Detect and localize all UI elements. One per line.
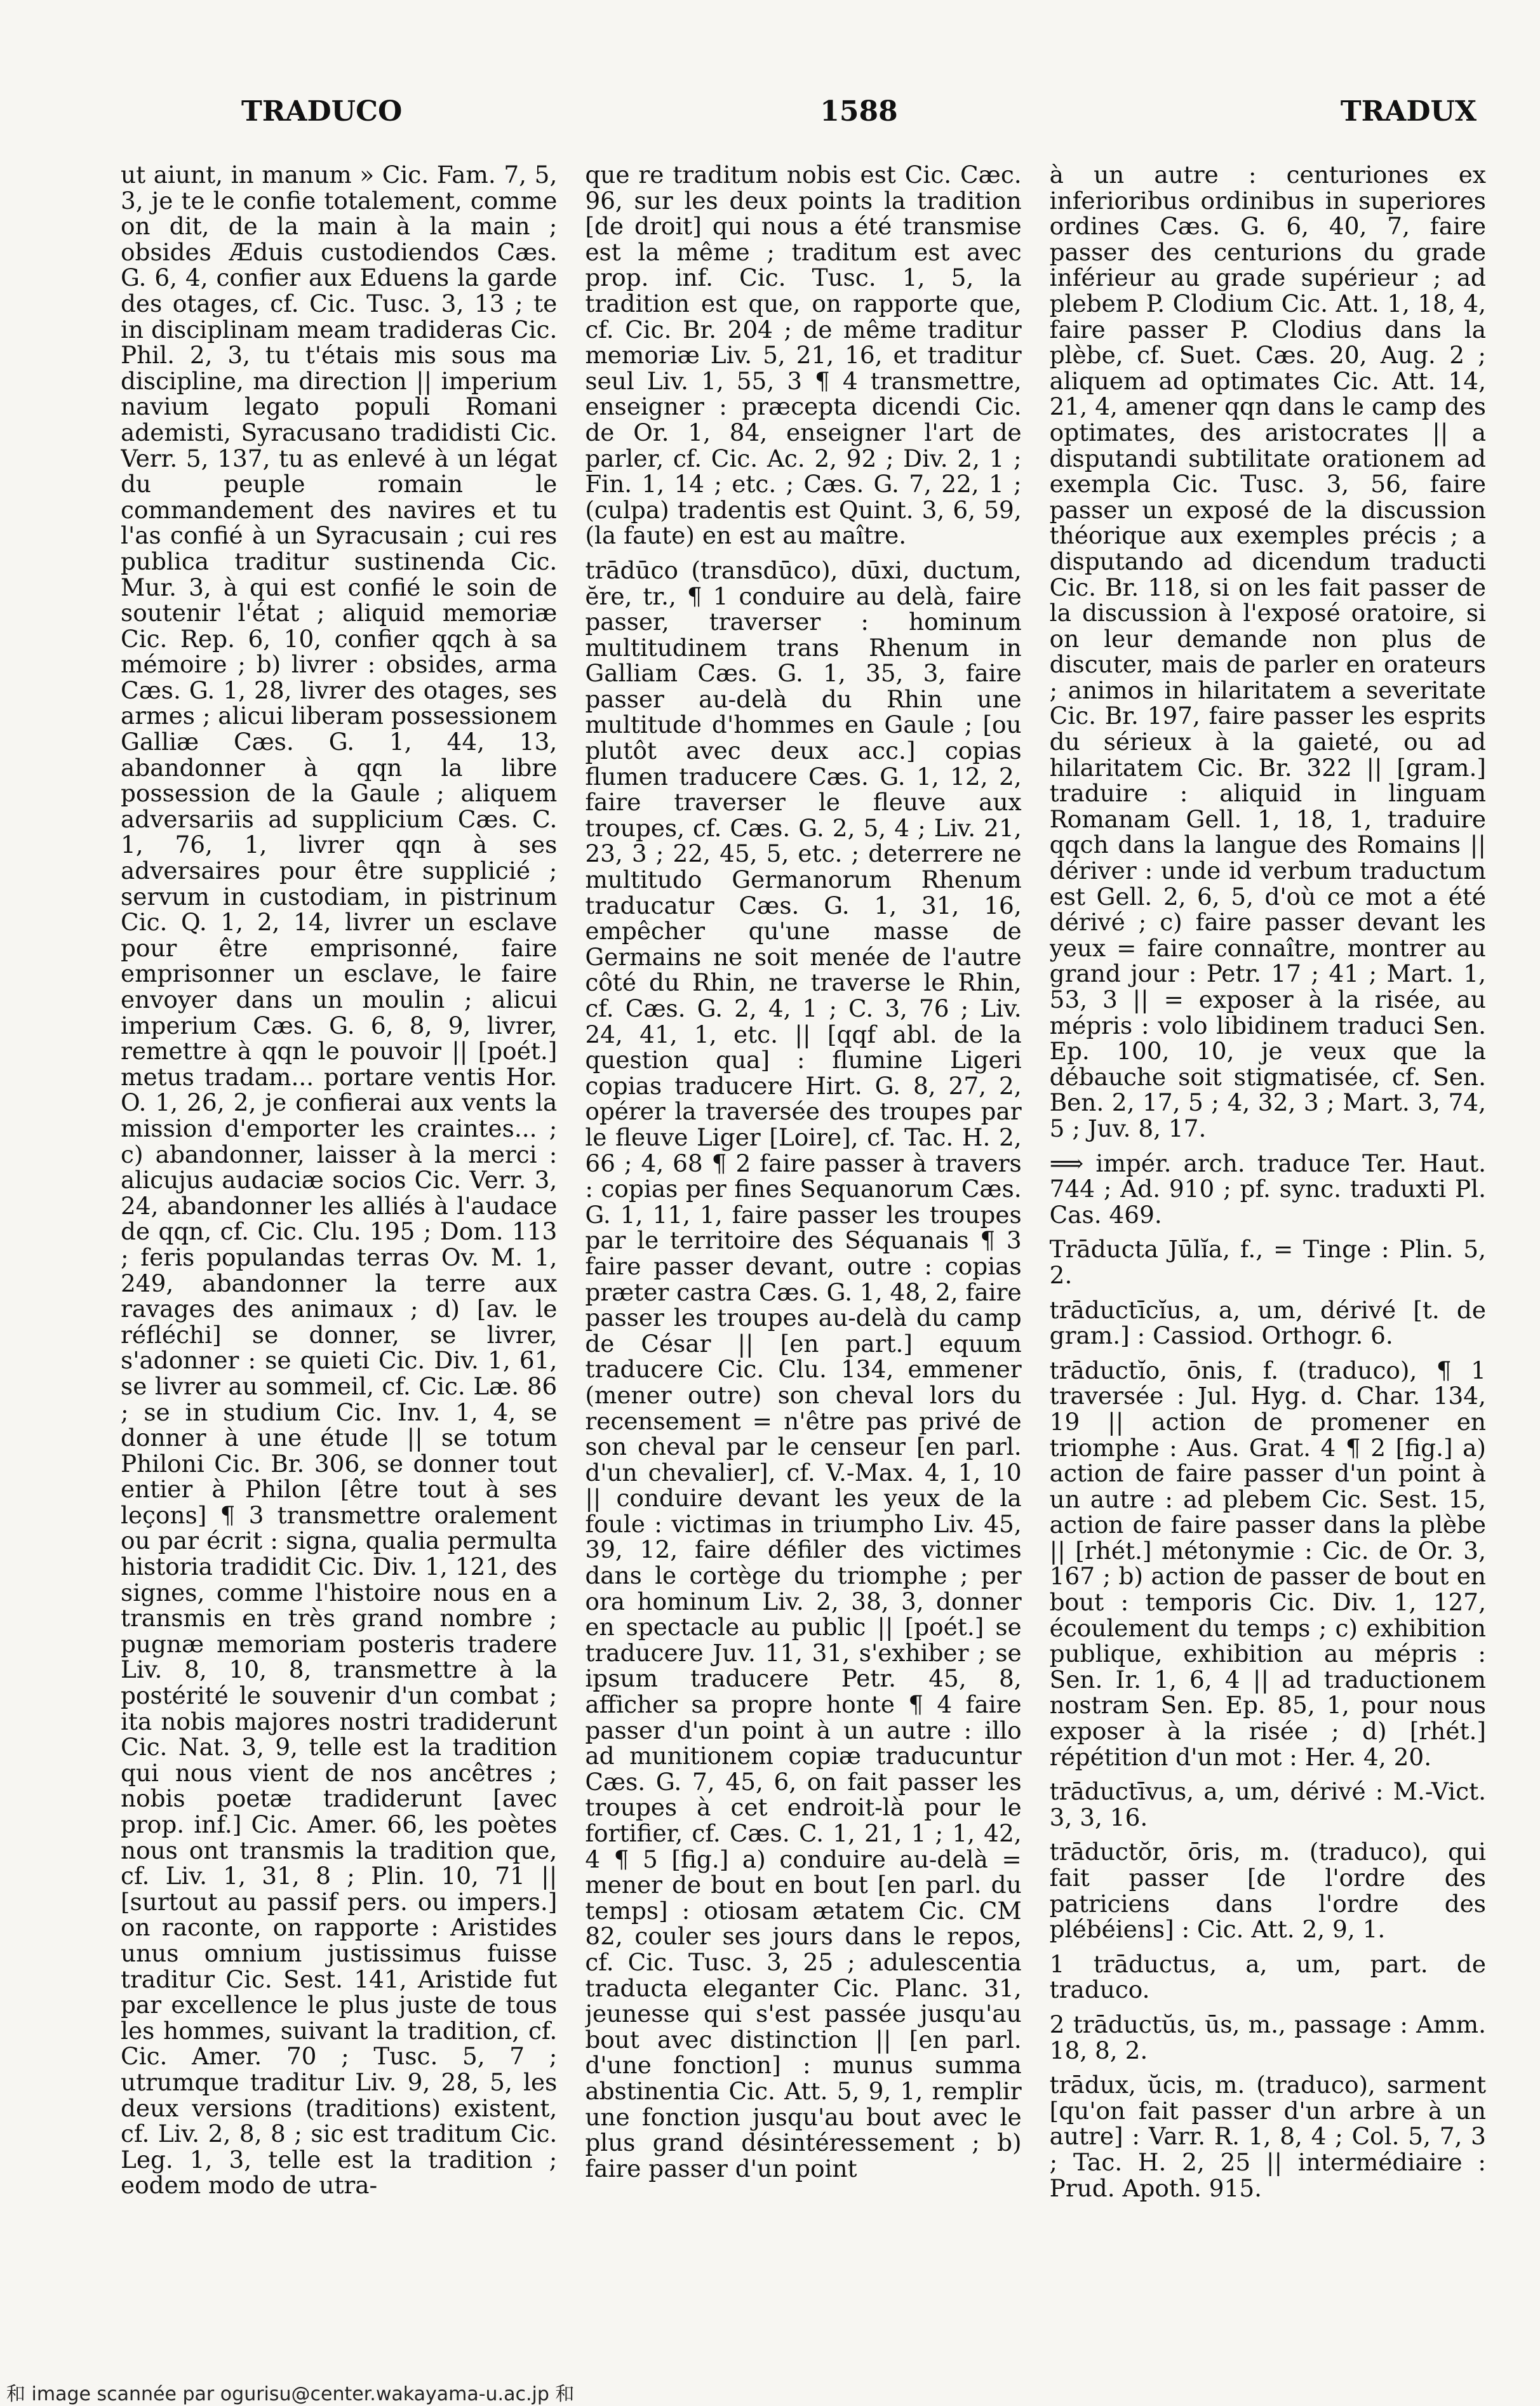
text-columns [121, 162, 1486, 2340]
column-2 [585, 162, 1021, 2340]
dictionary-entry: que re traditum nobis est Cic. Cæc. 96, sur les deux points la tradition [de droit] qui nous a été transmise est la même ; traditum est avec prop. inf. Cic. Tusc. 1, 5, la tradition est que, on rapporte que, cf. Cic. Br. 204 ; de même traditur memoriæ Liv. 5, 21, 16, et traditur seul Liv. 1, 55, 3 ¶ 4 transmettre, enseigner : præcepta dicendi Cic. de Or. 1, 84, enseigner l'art de parler, cf. Cic. Ac. 2, 92 ; Div. 2, 1 ; Fin. 1, 14 ; etc. ; Cæs. G. 7, 22, 1 ; (culpa) tradentis est Quint. 3, 6, 59, (la faute) en est au maître. [585, 162, 1022, 550]
dictionary-entry: trāductīvus, a, um, dérivé : M.-Vict. 3, 3, 16. [1049, 1777, 1486, 1831]
page-number: 1588 [820, 95, 898, 128]
dictionary-entry: trādūco (transdūco), dūxi, ductum, ĕre, tr., ¶ 1 conduire au delà, faire passer, traverser : hominum multitudinem trans Rhenum in Galliam Cæs. G. 1, 35, 3, faire passer au-delà du Rhin une multitude d'hommes en Gaule ; [ou plutôt avec deux acc.] copias flumen traducere Cæs. G. 1, 12, 2, faire traverser le fleuve aux troupes, cf. Cæs. G. 2, 5, 4 ; Liv. 21, 23, 3 ; 22, 45, 5, etc. ; deterrere ne multitudo Germanorum Rhenum traducatur Cæs. G. 1, 31, 16, empêcher qu'une masse de Germains ne soit menée de l'autre côté du Rhin, ne traverse le Rhin, cf. Cæs. G. 2, 4, 1 ; C. 3, 76 ; Liv. 24, 41, 1, etc. || [qqf abl. de la question qua] : flumine Ligeri copias traducere Hirt. G. 8, 27, 2, opérer la traversée des troupes par le fleuve Liger [Loire], cf. Tac. H. 2, 66 ; 4, 68 ¶ 2 faire passer à travers : copias per fines Sequanorum Cæs. G. 1, 11, 1, faire passer les troupes par le territoire des Séquanais ¶ 3 faire passer devant, outre : copias præter castra Cæs. G. 1, 48, 2, faire passer les troupes au-delà du camp de César || [en part.] equum traducere Cic. Clu. 134, emmener (mener outre) son cheval lors du recensement = n'être pas privé de son cheval par le censeur [en parl. d'un chevalier], cf. V.-Max. 4, 1, 10 || conduire devant les yeux de la foule : victimas in triumpho Liv. 45, 39, 12, faire défiler des victimes dans le cortège du triomphe ; per ora hominum Liv. 2, 38, 3, donner en spectacle au public || [poét.] se traducere Juv. 11, 31, s'exhiber ; se ipsum traducere Petr. 45, 8, afficher sa propre honte ¶ 4 faire passer d'un point à un autre : illo ad munitionem copiæ traducuntur Cæs. G. 7, 45, 6, on fait passer les troupes à cet endroit-là pour le fortifier, cf. Cæs. C. 1, 21, 1 ; 1, 42, 4 ¶ 5 [fig.] a) conduire au-delà = mener de bout en bout [en parl. du temps] : otiosam ætatem Cic. CM 82, couler ses jours dans le repos, cf. Cic. Tusc. 3, 25 ; adulescentia traducta eleganter Cic. Planc. 31, jeunesse qui s'est passée jusqu'au bout avec distinction || [en parl. d'une fonction] : munus summa abstinentia Cic. Att. 5, 9, 1, remplir une fonction jusqu'au bout avec le plus grand désintéressement ; b) faire passer d'un point [585, 556, 1022, 2182]
dictionary-entry: à un autre : centuriones ex inferioribus ordinibus in superiores ordines Cæs. G. 6, 40, 7, faire passer des centurions du grade inférieur au grade supérieur ; ad plebem P. Clodium Cic. Att. 1, 18, 4, faire passer P. Clodius dans la plèbe, cf. Suet. Cæs. 20, Aug. 2 ; aliquem ad optimates Cic. Att. 14, 21, 4, amener qqn dans le camp des optimates, des aristocrates || a disputandi subtilitate orationem ad exempla Cic. Tusc. 3, 56, faire passer un exposé de la discussion théorique aux exemples précis ; a disputando ad dicendum traducti Cic. Br. 118, si on les fait passer de la discussion à l'exposé oratoire, si on leur demande non plus de discuter, mais de parler en orateurs ; animos in hilaritatem a severitate Cic. Br. 197, faire passer les esprits du sérieux à la gaieté, ou ad hilaritatem Cic. Br. 322 || [gram.] traduire : aliquid in linguam Romanam Gell. 1, 18, 1, traduire qqch dans la langue des Romains || dériver : unde id verbum traductum est Gell. 2, 6, 5, d'où ce mot a été dérivé ; c) faire passer devant les yeux = faire connaître, montrer au grand jour : Petr. 17 ; 41 ; Mart. 1, 53, 3 || = exposer à la risée, au mépris : volo libidinem traduci Sen. Ep. 100, 10, je veux que la débauche soit stigmatisée, cf. Sen. Ben. 2, 17, 5 ; 4, 32, 3 ; Mart. 3, 74, 5 ; Juv. 8, 17. [1049, 162, 1486, 1142]
page-header [241, 95, 1476, 140]
dictionary-entry: ⟹ impér. arch. traduce Ter. Haut. 744 ; Ad. 910 ; pf. sync. traduxti Pl. Cas. 469. [1049, 1149, 1486, 1229]
dictionary-entry: 2 trāductŭs, ūs, m., passage : Amm. 18, 8, 2. [1049, 2010, 1486, 2064]
dictionary-entry: trādux, ŭcis, m. (traduco), sarment [qu'on fait passer d'un arbre à un autre] : Varr. R. 1, 8, 4 ; Col. 5, 7, 3 ; Tac. H. 2, 25 || intermédiaire : Prud. Apoth. 915. [1049, 2071, 1486, 2202]
dictionary-entry: ut aiunt, in manum » Cic. Fam. 7, 5, 3, je te le confie totalement, comme on dit, de la main à la main ; obsides Æduis custodiendos Cæs. G. 6, 4, confier aux Eduens la garde des otages, cf. Cic. Tusc. 3, 13 ; te in disciplinam meam tradideras Cic. Phil. 2, 3, tu t'étais mis sous ma discipline, ma direction || imperium navium legato populi Romani ademisti, Syracusano tradidisti Cic. Verr. 5, 137, tu as enlevé à un légat du peuple romain le commandement des navires et tu l'as confié à un Syracusain ; cui res publica traditur sustinenda Cic. Mur. 3, à qui est confié le soin de soutenir l'état ; aliquid memoriæ Cic. Rep. 6, 10, confier qqch à sa mémoire ; b) livrer : obsides, arma Cæs. G. 1, 28, livrer des otages, ses armes ; alicui liberam possessionem Galliæ Cæs. G. 1, 44, 13, abandonner à qqn la libre possession de la Gaule ; aliquem adversariis ad supplicium Cæs. C. 1, 76, 1, livrer qqn à ses adversaires pour être supplicié ; servum in custodiam, in pistrinum Cic. Q. 1, 2, 14, livrer un esclave pour être emprisonné, faire emprisonner un esclave, le faire envoyer dans un moulin ; alicui imperium Cæs. G. 6, 8, 9, livrer, remettre à qqn le pouvoir || [poét.] metus tradam... portare ventis Hor. O. 1, 26, 2, je confierai aux vents la mission d'emporter les craintes... ; c) abandonner, laisser à la merci : alicujus audaciæ socios Cic. Verr. 3, 24, abandonner les alliés à l'audace de qqn, cf. Cic. Clu. 195 ; Dom. 113 ; feris populandas terras Ov. M. 1, 249, abandonner la terre aux ravages des animaux ; d) [av. le réfléchi] se donner, se livrer, s'adonner : se quieti Cic. Div. 1, 61, se livrer au sommeil, cf. Cic. Læ. 86 ; se in studium Cic. Inv. 1, 4, se donner à une étude || se totum Philoni Cic. Br. 306, se donner tout entier à Philon [être tout à ses leçons] ¶ 3 transmettre oralement ou par écrit : signa, qualia permulta historia tradidit Cic. Div. 1, 121, des signes, comme l'histoire nous en a transmis en très grand nombre ; pugnæ memoriam posteris tradere Liv. 8, 10, 8, transmettre à la postérité le souvenir d'un combat ; ita nobis majores nostri tradiderunt Cic. Nat. 3, 9, telle est la tradition qui nous vient de nos ancêtres ; nobis poetæ tradiderunt [avec prop. inf.] Cic. Amer. 66, les poètes nous ont transmis la tradition que, cf. Liv. 1, 31, 8 ; Plin. 10, 71 || [surtout au passif pers. ou impers.] on raconte, on rapporte : Aristides unus omnium justissimus fuisse traditur Cic. Sest. 141, Aristide fut par excellence le plus juste de tous les hommes, suivant la tradition, cf. Cic. Amer. 70 ; Tusc. 5, 7 ; utrumque traditur Liv. 9, 28, 5, les deux versions (traditions) existent, cf. Liv. 2, 8, 8 ; sic est traditum Cic. Leg. 1, 3, telle est la tradition ; eodem modo de utra- [121, 162, 558, 2200]
dictionary-entry: 1 trāductus, a, um, part. de traduco. [1049, 1949, 1486, 2004]
dictionary-entry: trāductĭo, ōnis, f. (traduco), ¶ 1 traversée : Jul. Hyg. d. Char. 134, 19 || action de promener en triomphe : Aus. Grat. 4 ¶ 2 [fig.] a) action de faire passer d'un point à un autre : ad plebem Cic. Sest. 15, action de faire passer dans la plèbe || [rhét.] métonymie : Cic. de Or. 3, 167 ; b) action de passer de bout en bout : temporis Cic. Div. 1, 127, écoulement du temps ; c) exhibition publique, exhibition au mépris : Sen. Ir. 1, 6, 4 || ad traductionem nostram Sen. Ep. 85, 1, pour nous exposer à la risée ; d) [rhét.] répétition d'un mot : Her. 4, 20. [1049, 1356, 1486, 1771]
column-1 [121, 162, 557, 2340]
dictionary-entry: Trāducta Jūlĭa, f., = Tinge : Plin. 5, 2. [1049, 1235, 1486, 1289]
header-last-word: TRADUX [1340, 95, 1476, 128]
dictionary-entry: trāductīcĭus, a, um, dérivé [t. de gram.] : Cassiod. Orthogr. 6. [1049, 1295, 1486, 1350]
scan-credit: 和 image scannée par ogurisu@center.wakayama-u.ac.jp 和 [6, 2383, 575, 2405]
dictionary-entry: trāductŏr, ōris, m. (traduco), qui fait passer [de l'ordre des patriciens dans l'ordre des plébéiens] : Cic. Att. 2, 9, 1. [1049, 1838, 1486, 1944]
header-first-word: TRADUCO [241, 95, 403, 128]
column-3 [1050, 162, 1486, 2340]
